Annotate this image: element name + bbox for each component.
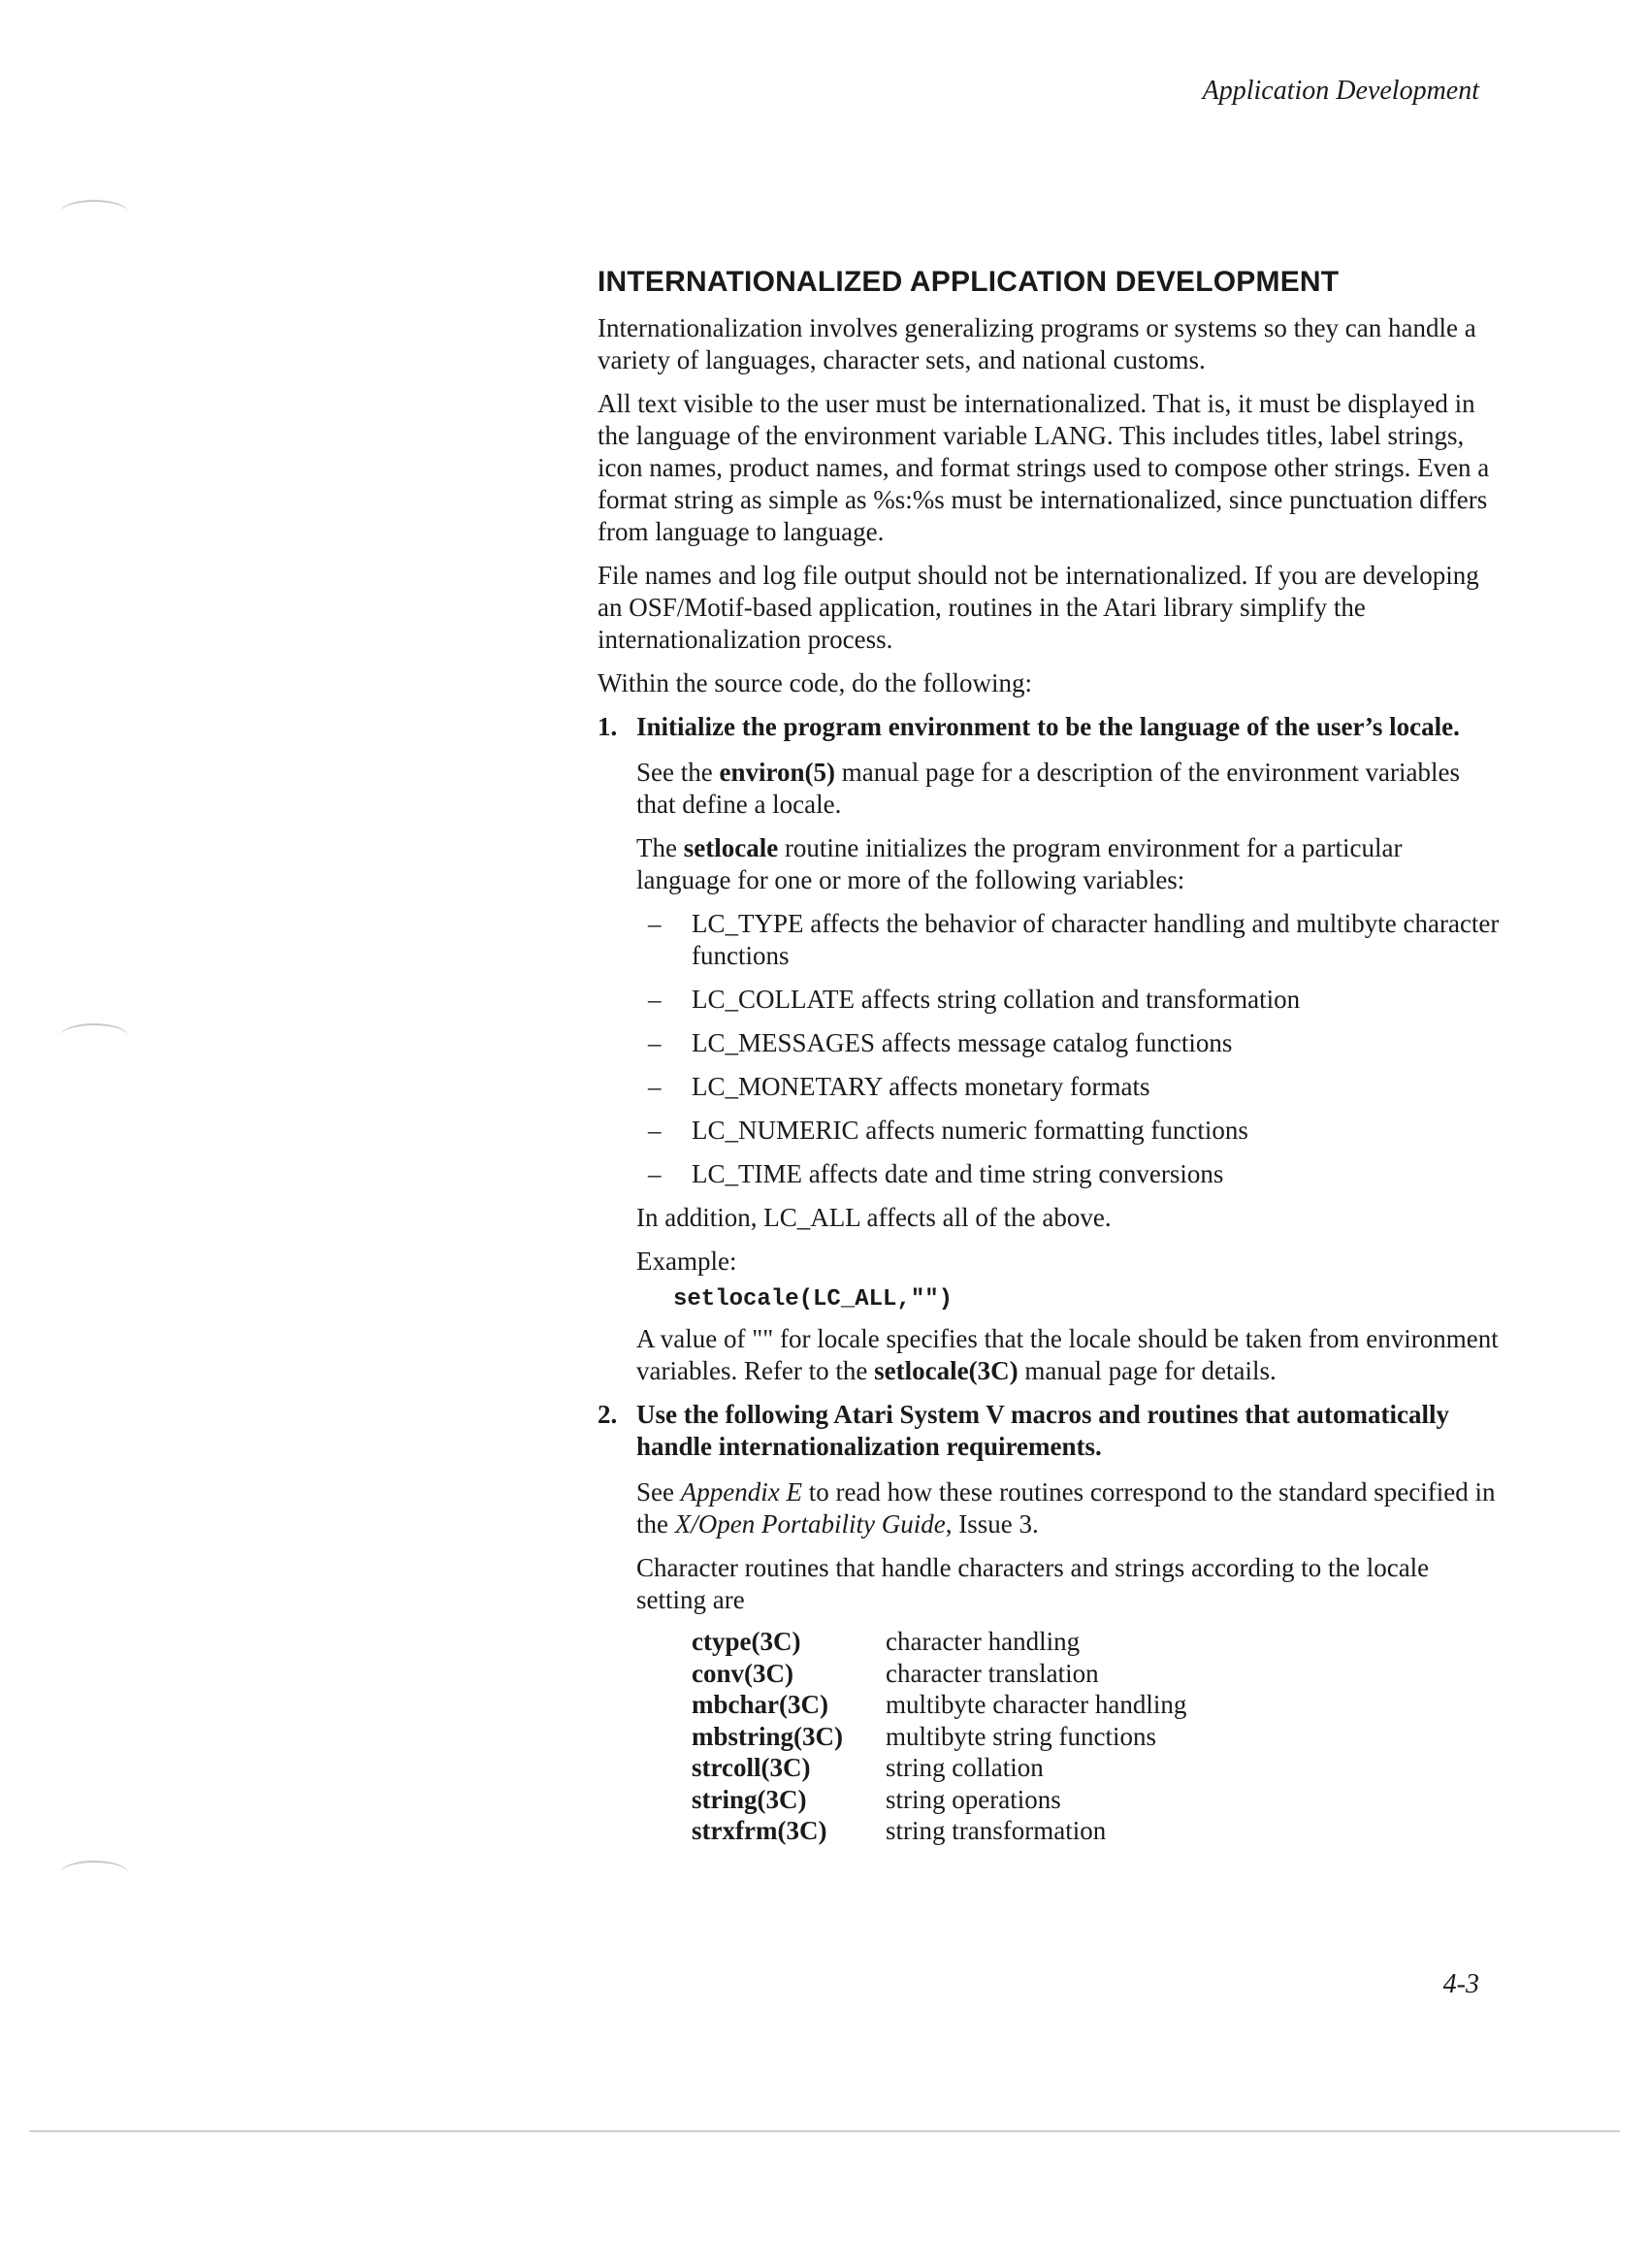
setlocale-paragraph bbox=[636, 832, 1500, 896]
routine-name: strxfrm(3C) bbox=[692, 1816, 827, 1845]
manual-ref: setlocale(3C) bbox=[874, 1356, 1018, 1385]
dash-bullet-icon: – bbox=[648, 909, 662, 938]
appendix-paragraph bbox=[636, 1476, 1500, 1540]
dash-bullet-icon: – bbox=[648, 1028, 662, 1057]
text-run: A value of "" for locale specifies that the locale should be taken from environment variables. Refer to the bbox=[636, 1324, 1499, 1385]
routine-description: multibyte string functions bbox=[886, 1721, 1156, 1751]
scan-mark-top bbox=[60, 200, 128, 225]
steps-list bbox=[598, 711, 1500, 1847]
page-number: 4-3 bbox=[1442, 1969, 1479, 1999]
step-1 bbox=[598, 711, 1500, 1387]
list-item bbox=[636, 1115, 1500, 1147]
main-content bbox=[598, 264, 1500, 1847]
routine-description: character handling bbox=[886, 1627, 1081, 1656]
step-heading: Use the following Atari System V macros and routines that automatically handle internationalization requirements. bbox=[636, 1400, 1449, 1461]
scan-mark-middle bbox=[60, 1023, 128, 1049]
text-run: to read how these routines correspond to the standard specified in the bbox=[636, 1477, 1496, 1539]
routine-name: conv(3C) bbox=[692, 1658, 793, 1688]
step-number: 2. bbox=[598, 1400, 618, 1429]
step-number: 1. bbox=[598, 712, 618, 741]
intro-paragraph: Internationalization involves generalizing programs or systems so they can handle a variety of languages, character sets, and national customs. bbox=[598, 313, 1476, 374]
visible-text-paragraph: All text visible to the user must be internationalized. That is, it must be displayed in the language of the environment variable LANG. This includes titles, label strings, icon names, product names, and format strings used to compose other strings. Even a format string as simple as %s:%s must be internationalized, since punctuation differs from language to language. bbox=[598, 389, 1490, 546]
routine-name: ctype(3C) bbox=[692, 1627, 801, 1656]
routine-description: multibyte character handling bbox=[886, 1690, 1187, 1719]
dash-bullet-icon: – bbox=[648, 1072, 662, 1101]
appendix-ref: Appendix E bbox=[680, 1477, 802, 1507]
text-run: The bbox=[636, 833, 684, 862]
text-run: routine initializes the program environment for a particular language for one or more of the following variables: bbox=[636, 833, 1403, 894]
example-code: setlocale(LC_ALL,"") bbox=[673, 1286, 954, 1312]
character-routines-paragraph: Character routines that handle characters and strings according to the locale setting are bbox=[636, 1553, 1430, 1614]
list-item-text: LC_TYPE affects the behavior of character handling and multibyte character functions bbox=[692, 909, 1500, 970]
locale-variables-list bbox=[636, 908, 1500, 1190]
example-label: Example: bbox=[636, 1247, 737, 1276]
list-item bbox=[636, 1027, 1500, 1059]
dash-bullet-icon: – bbox=[648, 985, 662, 1014]
environ-paragraph bbox=[636, 757, 1500, 821]
text-run: See bbox=[636, 1477, 681, 1507]
routine-description: character translation bbox=[886, 1658, 1099, 1688]
routine-description: string transformation bbox=[886, 1816, 1107, 1845]
source-code-paragraph: Within the source code, do the following: bbox=[598, 668, 1033, 697]
list-item bbox=[636, 984, 1500, 1016]
dash-bullet-icon: – bbox=[648, 1116, 662, 1145]
scan-edge-line bbox=[29, 2130, 1620, 2132]
routine-name: strcoll(3C) bbox=[692, 1753, 811, 1782]
step-2 bbox=[598, 1399, 1500, 1847]
list-item-text: LC_MESSAGES affects message catalog functions bbox=[692, 1028, 1233, 1057]
step-heading: Initialize the program environment to be the language of the user’s locale. bbox=[636, 712, 1460, 741]
routine-name: mbstring(3C) bbox=[692, 1721, 843, 1751]
list-item-text: LC_MONETARY affects monetary formats bbox=[692, 1072, 1150, 1101]
section-title: INTERNATIONALIZED APPLICATION DEVELOPMENT bbox=[598, 266, 1340, 298]
list-item-text: LC_NUMERIC affects numeric formatting functions bbox=[692, 1116, 1248, 1145]
routine-description: string collation bbox=[886, 1753, 1044, 1782]
file-names-paragraph: File names and log file output should not be internationalized. If you are developing an OSF/Motif-based application, routines in the Atari library simplify the internationalization process. bbox=[598, 561, 1479, 654]
text-run: manual page for a description of the environment variables that define a locale. bbox=[636, 758, 1461, 819]
dash-bullet-icon: – bbox=[648, 1159, 662, 1188]
manual-ref: environ(5) bbox=[719, 758, 835, 787]
guide-ref: X/Open Portability Guide bbox=[674, 1509, 946, 1539]
list-item bbox=[636, 1071, 1500, 1103]
running-header: Application Development bbox=[1202, 76, 1479, 106]
list-item bbox=[636, 908, 1500, 972]
locale-value-paragraph bbox=[636, 1323, 1500, 1387]
list-item bbox=[636, 1158, 1500, 1190]
routine-description: string operations bbox=[886, 1784, 1061, 1814]
routine-name: string(3C) bbox=[692, 1784, 807, 1814]
lc-all-paragraph: In addition, LC_ALL affects all of the above. bbox=[636, 1203, 1112, 1232]
routine-ref: setlocale bbox=[683, 833, 779, 862]
routine-name: mbchar(3C) bbox=[692, 1690, 828, 1719]
list-item-text: LC_TIME affects date and time string conversions bbox=[692, 1159, 1224, 1188]
text-run: See the bbox=[636, 758, 720, 787]
list-item-text: LC_COLLATE affects string collation and transformation bbox=[692, 985, 1301, 1014]
routines-table bbox=[692, 1626, 1500, 1847]
text-run: manual page for details. bbox=[1018, 1356, 1277, 1385]
scan-mark-bottom bbox=[60, 1861, 128, 1886]
text-run: , Issue 3. bbox=[945, 1509, 1039, 1539]
